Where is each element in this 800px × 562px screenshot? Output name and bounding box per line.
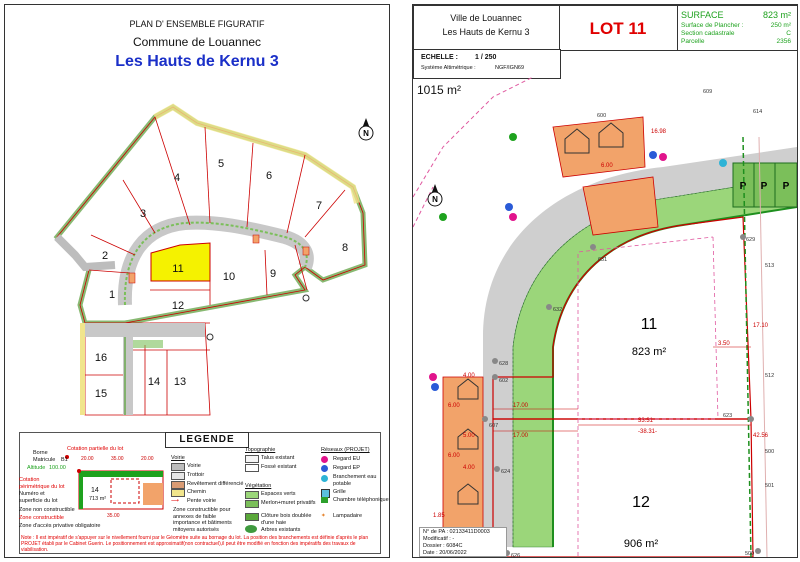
header-project: Les Hauts de Kernu 3 (442, 27, 530, 37)
point-623: 624 (501, 469, 511, 475)
neighbor-area: 1015 m² (417, 83, 462, 97)
legend-altitude-val: 100.00 (49, 465, 66, 471)
swatch-voirie (171, 463, 185, 471)
parking-label-2: P (782, 181, 790, 192)
swatch-revetement (171, 481, 185, 489)
dim-5: 5.00 (463, 433, 475, 439)
lot-label-1: 1 (108, 289, 116, 301)
swatch-talus (245, 455, 259, 463)
project-title: Les Hauts de Kernu 3 (115, 53, 279, 70)
legend-voirie-item-0: Voirie (187, 463, 201, 469)
svg-text:N: N (363, 129, 369, 138)
point-630: 631 (598, 257, 608, 263)
legend-note: Note : Il est impératif de s'appuyer sur le nivellement fourni par le Géomètre suite au bornage du lot. La position des branchements est définie d'après le plan PROJET établi par le Cabinet Guerin. Le positionnement est approximatif(non contractuel),il peut être modifié en fonction des impératifs des travaux de viabilisation. (21, 535, 369, 553)
footer-date: Date : 20/06/2022 (423, 550, 467, 556)
point-632: 629 (746, 237, 756, 243)
lot-12-number: 12 (632, 494, 650, 511)
section-label: Section cadastrale (681, 30, 735, 37)
dim-38: -38.31- (638, 429, 658, 435)
plancher-value: 250 m² (770, 22, 791, 29)
svg-text:35.00: 35.00 (107, 513, 120, 519)
point-501: 501 (765, 483, 775, 489)
legend-veg-item-1: Merlon+muret privatifs (261, 500, 316, 506)
dim-4-a: 4.00 (463, 373, 475, 379)
pente-arrow-icon: ⟶ (171, 498, 179, 504)
dim-1-85: 1.85 (433, 513, 445, 519)
lot-label-9: 9 (269, 268, 277, 280)
point-626: 500 (745, 551, 755, 557)
header-commune: Ville de Louannec (450, 13, 522, 23)
point-607: 623 (723, 413, 733, 419)
legend-reseaux-item-3: Grille (333, 489, 346, 495)
legend-veg-item-3: Arbres existants (261, 527, 301, 533)
dim-6-a: 6.00 (448, 403, 460, 409)
lot-label-13: 13 (173, 376, 187, 388)
section-value: C (786, 30, 791, 37)
point-614: 614 (753, 109, 763, 115)
legend-cotation-perimetrique: Cotation périmétrique du lot (19, 477, 65, 490)
footer-pa: N° de PA : 02133411D0003 (423, 529, 490, 535)
lot-label-8: 8 (341, 242, 349, 254)
dim-42-56: 42.56 (753, 433, 769, 439)
lot-label-10: 10 (222, 271, 236, 283)
legend-veg-title: Végétation (245, 483, 272, 489)
legend-voirie-item-3: Chemin (187, 489, 206, 495)
lot-label-16: 16 (94, 352, 108, 364)
lot-detail-map (413, 77, 797, 557)
point-602: 607 (489, 423, 499, 429)
dim-17-10: 17.10 (753, 323, 769, 329)
legend-reseaux-item-5: Lampadaire (333, 513, 363, 519)
footer-modificatif: Modificatif : - (423, 536, 455, 542)
dim-6-b: 6.00 (448, 453, 460, 459)
legend-voirie-item-2: Revêtement différencié (187, 481, 244, 487)
legend-voirie-item-1: Trottoir (187, 472, 205, 478)
lot-label-6: 6 (265, 170, 273, 182)
parking-label-0: P (739, 181, 747, 192)
lot-title: LOT 11 (589, 19, 647, 38)
legend-voirie-title: Voirie (171, 455, 185, 461)
legend-numero-superficie: Numéro et superficie du lot (19, 491, 58, 504)
lot-detail-panel (412, 4, 798, 558)
lot-12-area: 906 m² (623, 538, 659, 550)
point-512: 512 (765, 373, 775, 379)
subdivision-map (5, 5, 389, 435)
legend-matricule: Matricule (33, 457, 56, 463)
dim-17-a: 17.00 (513, 403, 529, 409)
parking-label-1: P (760, 181, 768, 192)
point-500: 500 (765, 449, 775, 455)
legend-borne: Borne (33, 450, 48, 456)
systeme-value: NGF/IGN69 (495, 65, 525, 71)
swatch-chemin (171, 489, 185, 497)
dim-16-98: 16.98 (651, 129, 667, 135)
plan-label: PLAN D' ENSEMBLE FIGURATIF (129, 19, 265, 29)
point-609: 609 (703, 89, 713, 95)
svg-text:14: 14 (91, 487, 99, 494)
swatch-espaces-verts (245, 491, 259, 499)
legend-reseaux-item-2: Branchement eau potable (333, 474, 377, 487)
regard-eu-icon (321, 456, 328, 463)
legend-cotation-partielle: Cotation partielle du lot (67, 446, 124, 452)
lot-label-3: 3 (139, 208, 147, 220)
legend-topo-item-1: Fossé existant (261, 464, 297, 470)
svg-text:20.00: 20.00 (141, 456, 154, 462)
svg-text:N: N (432, 195, 438, 204)
parcelle-value: 2356 (776, 38, 791, 45)
eau-potable-icon (321, 475, 328, 482)
point-513: 513 (765, 263, 775, 269)
svg-text:20.00: 20.00 (81, 456, 94, 462)
point-624: 626 (511, 553, 521, 557)
svg-text:713 m²: 713 m² (89, 496, 107, 502)
lot-label-4: 4 (173, 172, 181, 184)
point-628: 602 (499, 378, 509, 384)
point-600: 600 (597, 113, 607, 119)
legend-topo-item-0: Talus existant (261, 455, 295, 461)
legend-non-constructible: Zone non constructible (19, 507, 75, 513)
dim-33: 33.31 (638, 418, 654, 424)
systeme-label: Système Altimétrique : (421, 65, 476, 71)
lot-label-5: 5 (217, 158, 225, 170)
surface-label: SURFACE (681, 10, 724, 20)
regard-ep-icon (321, 465, 328, 472)
lot-label-11: 11 (172, 263, 184, 275)
legend-reseaux-title: Réseaux (PROJET) (321, 447, 370, 453)
north-arrow-icon (428, 184, 442, 206)
point-629: 628 (499, 361, 509, 367)
lot-label-2: 2 (101, 250, 109, 262)
dim-4-b: 4.00 (463, 465, 475, 471)
lot-label-15: 15 (94, 388, 108, 400)
swatch-trottoir (171, 472, 185, 480)
site-boundary (57, 107, 365, 323)
plancher-label: Surface de Plancher : (681, 22, 744, 29)
dim-6-c: 6.00 (601, 163, 613, 169)
overview-plan-panel (4, 4, 390, 558)
legend-title: LEGENDE (165, 432, 249, 448)
lot-11-number: 11 (640, 316, 658, 333)
echelle-label: ECHELLE : (421, 54, 458, 61)
legend-annexes: Zone constructible pour annexes de faible importance et bâtiments mitoyens autorisés (173, 507, 232, 533)
legend-voirie-item-4: Pente voirie (187, 498, 217, 504)
swatch-cloture (245, 513, 259, 521)
legend-altitude: Altitude (27, 465, 46, 471)
footer-dossier: Dossier : 6084C (423, 543, 463, 549)
legend-reseaux-item-4: Chambre téléphonique (333, 497, 389, 503)
legend-veg-item-0: Espaces verts (261, 491, 296, 497)
legend-matricule-val: B1 (61, 457, 68, 463)
tree-icon (245, 525, 257, 533)
legend-topo-title: Topographie (245, 447, 276, 453)
legend-acces-privative: Zone d'accès privative obligatoire (19, 523, 101, 529)
legend-veg-item-2: Clôture bois doublée d'une haie (261, 513, 312, 526)
legend-reseaux-item-0: Regard EU (333, 456, 361, 462)
dim-3-50: 3.50 (718, 341, 730, 347)
chambre-telephonique-icon (321, 497, 328, 503)
dim-17-b: 17.00 (513, 433, 529, 439)
lot-label-12: 12 (171, 300, 185, 312)
svg-text:35.00: 35.00 (111, 456, 124, 462)
echelle-value: 1 / 250 (475, 54, 497, 61)
legend-constructible: Zone constructible (19, 515, 64, 521)
commune-title: Commune de Louannec (132, 35, 262, 49)
swatch-merlon (245, 500, 259, 508)
north-arrow-icon (359, 118, 373, 140)
parcelle-label: Parcelle (681, 38, 705, 45)
lot-label-14: 14 (147, 376, 161, 388)
lot-11-area: 823 m² (631, 346, 667, 358)
lampadaire-icon: ✶ (321, 513, 326, 519)
point-631: 632 (553, 307, 563, 313)
lot-label-7: 7 (315, 200, 323, 212)
surface-value: 823 m² (762, 10, 791, 20)
legend-reseaux-item-1: Regard EP (333, 465, 360, 471)
swatch-fosse (245, 464, 259, 472)
